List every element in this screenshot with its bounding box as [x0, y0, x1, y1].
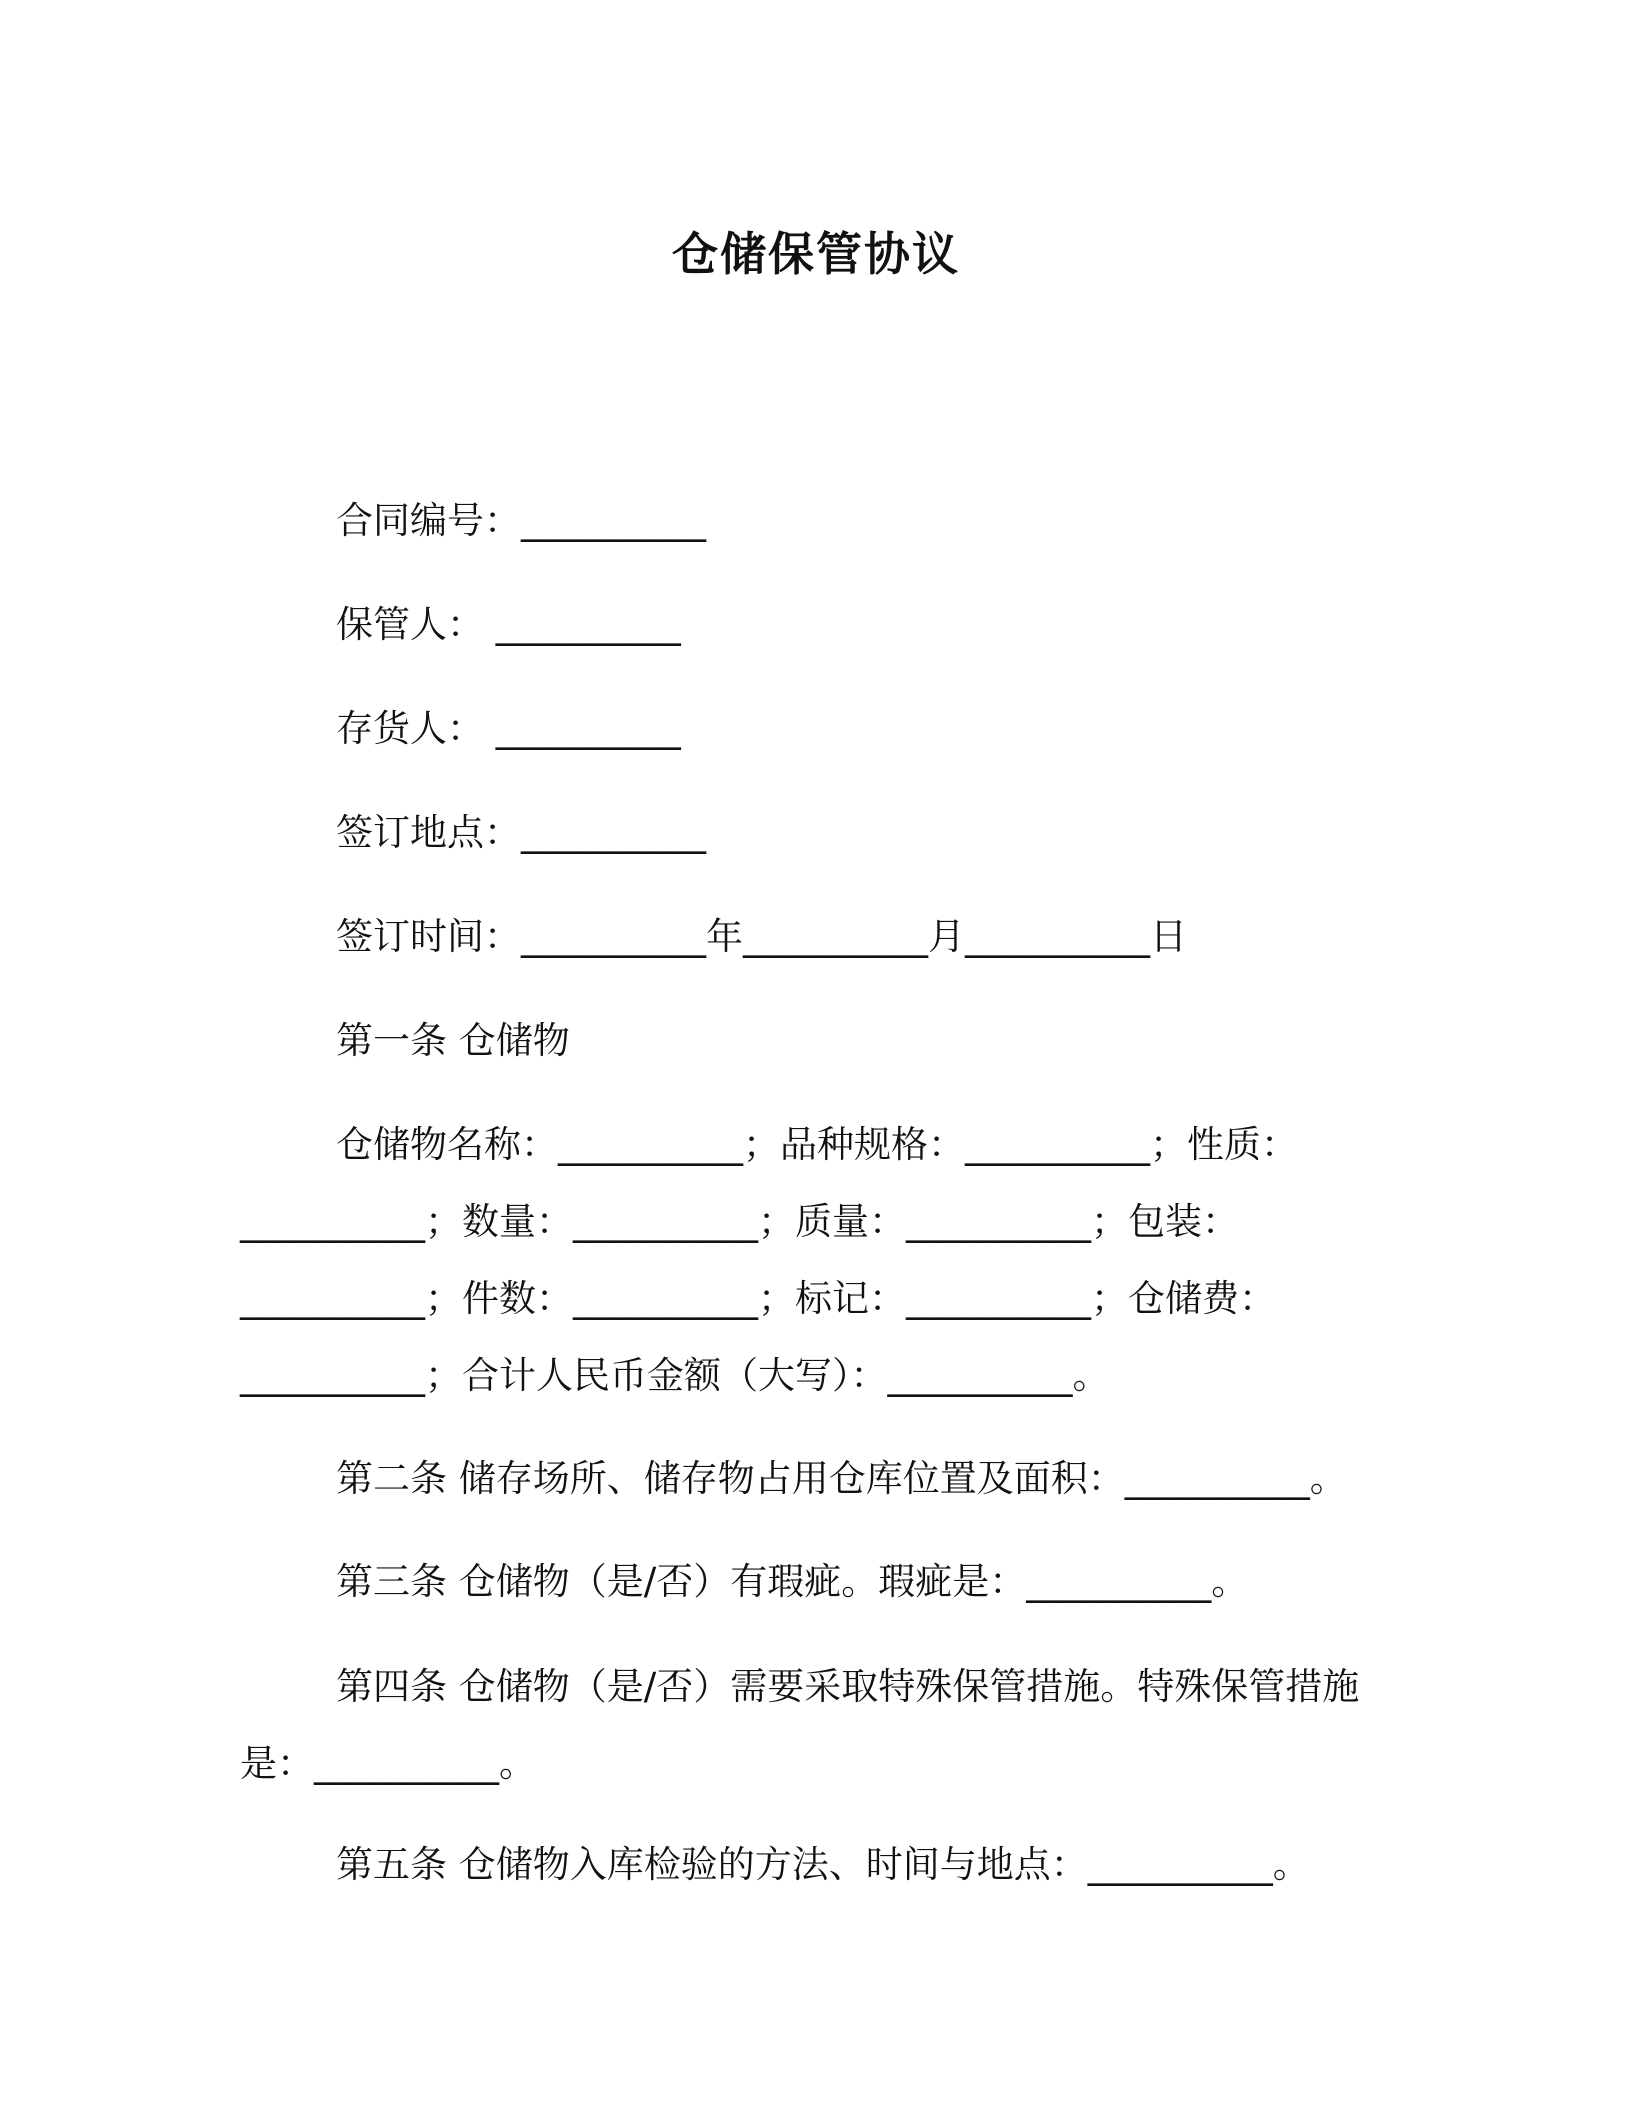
article-4: 第四条 仓储物（是/否）需要采取特殊保管措施。特殊保管措施是：__________。 [240, 1665, 1360, 1785]
document-title: 仓储保管协议 [672, 227, 960, 281]
sign-time-line: 签订时间：__________年__________月__________日 [336, 915, 1187, 958]
article-5: 第五条 仓储物入库检验的方法、时间与地点：__________。 [336, 1843, 1310, 1886]
keeper-line: 保管人： __________ [336, 603, 681, 646]
article-1-heading: 第一条 仓储物 [336, 1019, 570, 1062]
article-1-body: 仓储物名称：__________；品种规格：__________；性质：__________；数量：__________；质量：__________；包装：__________；件数：__________；标记：__________；仓储费：__________；合计人民币金额（大写）：__________。 [240, 1123, 1298, 1397]
sign-place-line: 签订地点：__________ [336, 811, 706, 854]
depositor-line: 存货人： __________ [336, 707, 681, 750]
contract-number-line: 合同编号：__________ [336, 499, 706, 542]
article-2: 第二条 储存场所、储存物占用仓库位置及面积：__________。 [336, 1457, 1347, 1500]
article-3: 第三条 仓储物（是/否）有瑕疵。瑕疵是：__________。 [336, 1560, 1249, 1603]
